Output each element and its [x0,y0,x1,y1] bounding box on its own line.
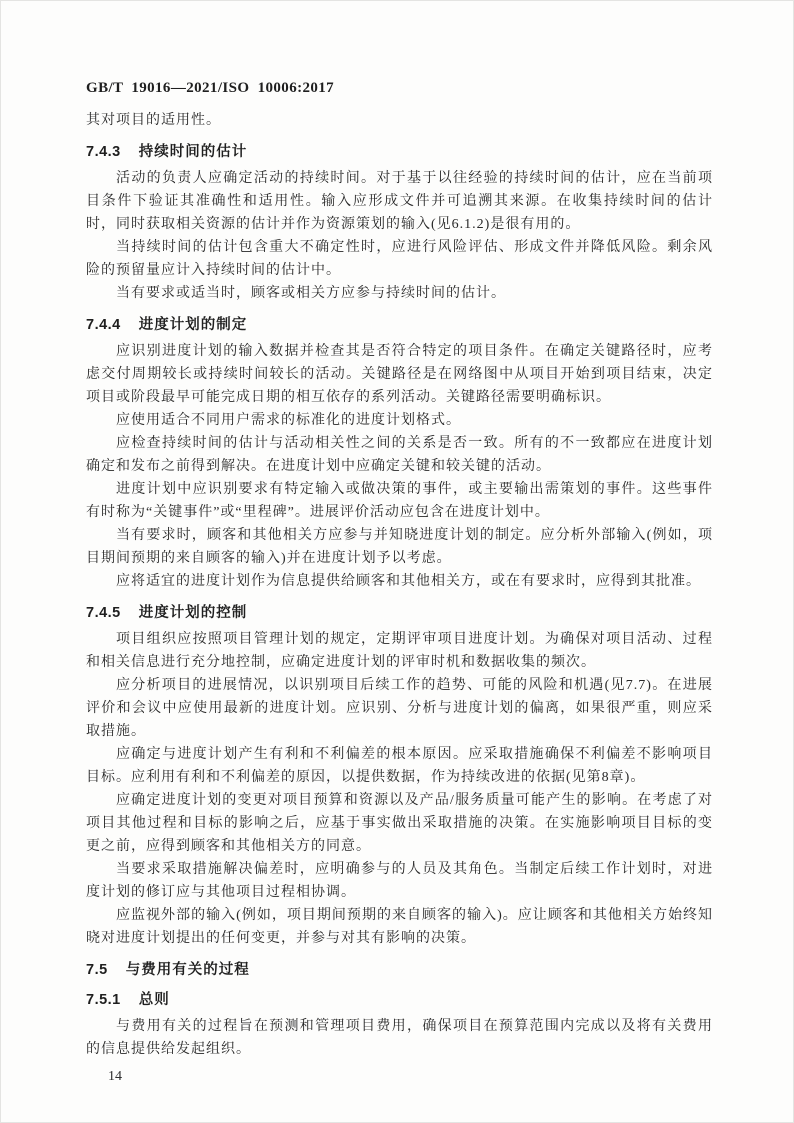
paragraph: 应分析项目的进展情况，以识别项目后续工作的趋势、可能的风险和机遇(见7.7)。在进展评价和会议中应使用最新的进度计划。应识别、分析与进度计划的偏离，如果很严重，则应采取措施。 [86,678,713,739]
continuation-paragraph: 其对项目的适用性。 [86,113,221,128]
paragraph: 应将适宜的进度计划作为信息提供给顾客和其他相关方，或在有要求时，应得到其批准。 [116,574,701,589]
section-number: 7.4.3 [86,144,121,160]
paragraph: 当要求采取措施解决偏差时，应明确参与的人员及其角色。当制定后续工作计划时，对进度计划的修订应与其他项目过程相协调。 [86,862,713,900]
section-heading-7-4-4 [86,315,713,335]
paragraph: 应确定进度计划的变更对项目预算和资源以及产品/服务质量可能产生的影响。在考虑了对项目其他过程和目标的影响之后，应基于事实做出采取措施的决策。在实施影响项目目标的变更之前，应得到顾客和其他相关方的同意。 [86,793,713,854]
section-title: 总则 [138,992,170,1008]
paragraph: 应确定与进度计划产生有利和不利偏差的根本原因。应采取措施确保不利偏差不影响项目目标。应利用有利和不利偏差的原因，以提供数据，作为持续改进的依据(见第8章)。 [86,747,713,785]
paragraph: 当有要求或适当时，顾客或相关方应参与持续时间的估计。 [116,286,506,301]
section-number: 7.4.4 [86,317,121,333]
section-number: 7.4.5 [86,605,121,621]
paragraph: 当有要求时，顾客和其他相关方应参与并知晓进度计划的制定。应分析外部输入(例如，项目期间预期的来自顾客的输入)并在进度计划予以考虑。 [86,528,713,566]
section-heading-7-4-3 [86,142,713,162]
paragraph: 项目组织应按照项目管理计划的规定，定期评审项目进度计划。为确保对项目活动、过程和相关信息进行充分地控制，应确定进度计划的评审时机和数据收集的频次。 [86,632,713,670]
section-heading-7-4-5 [86,603,713,623]
paragraph: 活动的负责人应确定活动的持续时间。对于基于以往经验的持续时间的估计，应在当前项目条件下验证其准确性和适用性。输入应形成文件并可追溯其来源。在收集持续时间的估计时，同时获取相关资源的估计并作为资源策划的输入(见6.1.2)是很有用的。 [86,171,713,232]
section-title: 与费用有关的过程 [125,962,250,978]
section-title: 持续时间的估计 [138,144,248,160]
paragraph: 应使用适合不同用户需求的标准化的进度计划格式。 [116,413,461,428]
page-number: 14 [108,1069,122,1084]
paragraph: 应检查持续时间的估计与活动相关性之间的关系是否一致。所有的不一致都应在进度计划确定和发布之前得到解决。在进度计划中应确定关键和较关键的活动。 [86,436,713,474]
section-number: 7.5 [86,962,108,978]
section-heading-7-5-1 [86,990,713,1010]
document-body [86,109,713,1086]
paragraph: 应监视外部的输入(例如，项目期间预期的来自顾客的输入)。应让顾客和其他相关方始终知晓对进度计划提出的任何变更，并参与对其有影响的决策。 [86,908,713,946]
paragraph: 当持续时间的估计包含重大不确定性时，应进行风险评估、形成文件并降低风险。剩余风险的预留量应计入持续时间的估计中。 [86,240,713,278]
paragraph: 应识别进度计划的输入数据并检查其是否符合特定的项目条件。在确定关键路径时，应考虑交付周期较长或持续时间较长的活动。关键路径是在网络图中从项目开始到项目结束，决定项目或阶段最早可能完成日期的相互依存的系列活动。关键路径需要明确标识。 [86,344,713,405]
section-title: 进度计划的控制 [138,605,248,621]
paragraph: 进度计划中应识别要求有特定输入或做决策的事件，或主要输出需策划的事件。这些事件有时称为“关键事件”或“里程碑”。进展评价活动应包含在进度计划中。 [86,482,713,520]
running-header: GB/T 19016—2021/ISO 10006:2017 [86,80,335,96]
paragraph: 与费用有关的过程旨在预测和管理项目费用，确保项目在预算范围内完成以及将有关费用的信息提供给发起组织。 [86,1019,713,1057]
section-number: 7.5.1 [86,992,121,1008]
section-title: 进度计划的制定 [138,317,248,333]
section-heading-7-5 [86,960,713,980]
